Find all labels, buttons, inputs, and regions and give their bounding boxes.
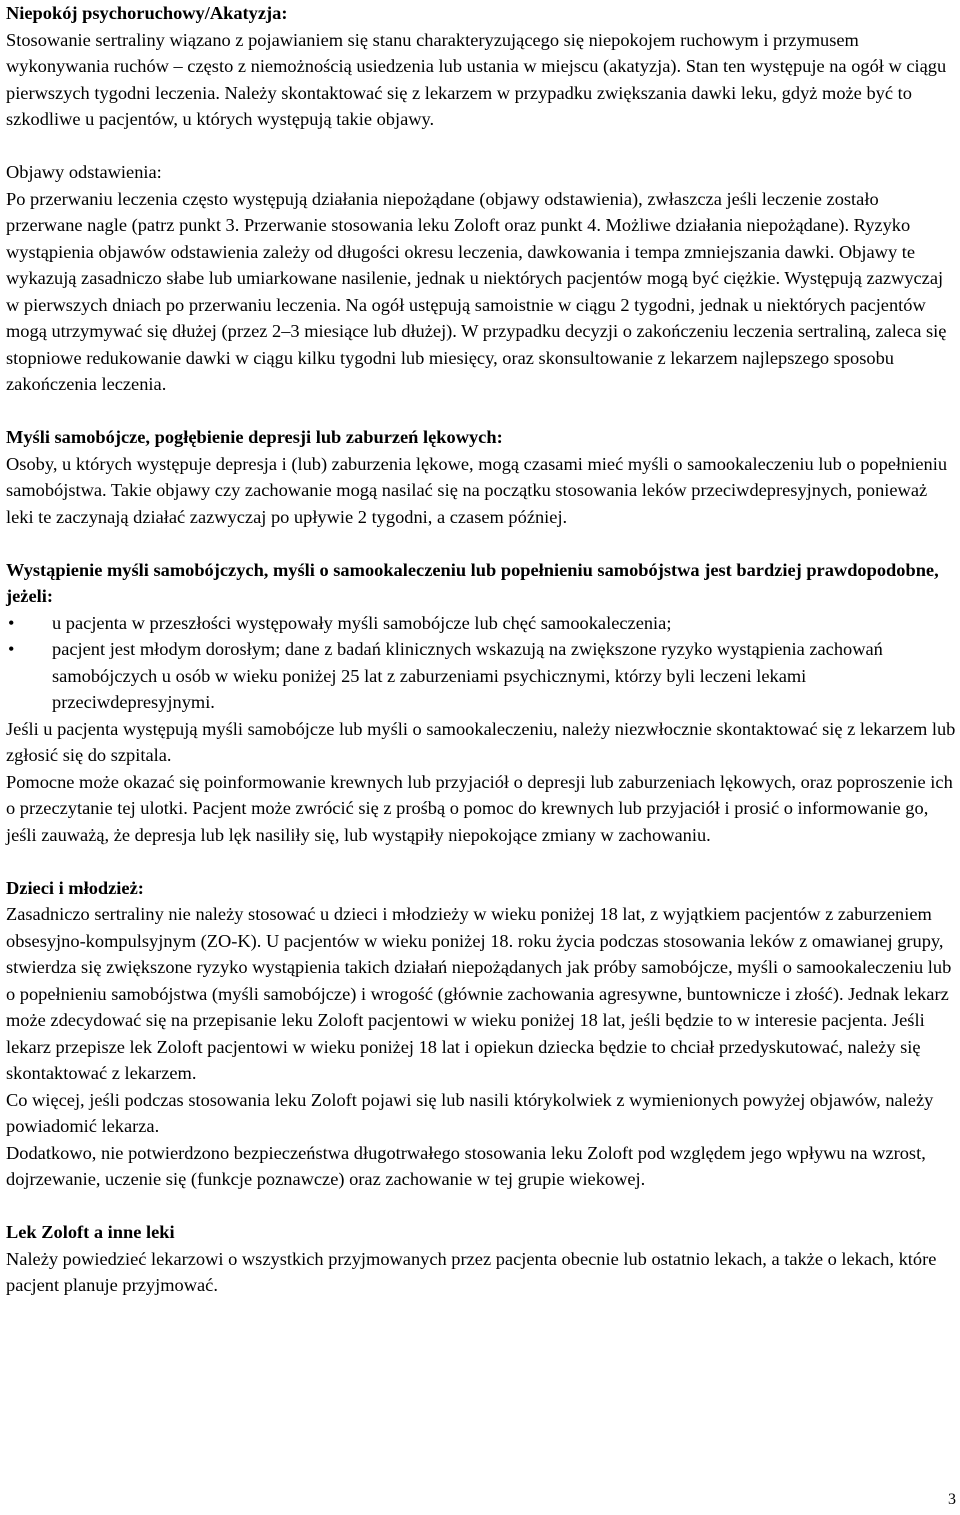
list-item-text: u pacjenta w przeszłości występowały myśli samobójcze lub chęć samookaleczenia; bbox=[52, 612, 672, 633]
spacer bbox=[6, 133, 956, 160]
paragraph-mysli-samobojcze: Osoby, u których występuje depresja i (lub) zaburzenia lękowe, mogą czasami mieć myśli o samookaleczeniu lub o popełnieniu samobójstwa. Takie objawy czy zachowanie mogą nasilać się na początku stosowania leków przeciwdepresyjnych, ponieważ leki te zaczynają działać zazwyczaj po upływie 2 tygodni, a czasem później. bbox=[6, 453, 948, 527]
paragraph-krewni: Pomocne może okazać się poinformowanie krewnych lub przyjaciół o depresji lub zaburzeniach lękowych, oraz poproszenie ich o przeczytanie tej ulotki. Pacjent może zwrócić się z prośbą o pomoc do krewnych lub przyjaciół i prosić o informowanie go, jeśli zauważą, że depresja lub lęk nasiliły się, lub wystąpiły niepokojące zmiany w zachowaniu. bbox=[6, 771, 953, 845]
heading-akatyzja: Niepokój psychoruchowy/Akatyzja: bbox=[6, 3, 288, 23]
paragraph-dzieci-1: Zasadniczo sertraliny nie należy stosować u dzieci i młodzieży w wieku poniżej 18 lat, z wyjątkiem pacjentów z zaburzeniem obsesyjno-kompulsyjnym (ZO-K). U pacjentów w wieku poniżej 18. roku życia podczas stosowania leków z omawianej grupy, stwierdza się zwiększone ryzyko wystąpienia takich działań niepożądanych jak próby samobójcze, myśli o samookaleczeniu lub o popełnieniu samobójstwa (myśli samobójcze) i wrogość (głównie zachowania agresywne, buntownicze i złość). Jednak lekarz może zdecydować się na przepisanie leku Zoloft pacjentowi w wieku poniżej 18 lat, jeśli będzie to w interesie pacjenta. Jeśli lekarz przepisze lek Zoloft pacjentowi w wieku poniżej 18 lat i opiekun dziecka będzie to chciał przedyskutować, należy się skontaktować z lekarzem. bbox=[6, 904, 952, 1083]
paragraph-dzieci-2: Co więcej, jeśli podczas stosowania leku Zoloft pojawi się lub nasili którykolwiek z wymienionych powyżej objawów, należy powiadomić lekarza. bbox=[6, 1089, 934, 1136]
heading-wystapienie: Wystąpienie myśli samobójczych, myśli o samookaleczeniu lub popełnieniu samobójstwa jest bardziej prawdopodobne, jeżeli: bbox=[6, 559, 939, 606]
bullet-icon: • bbox=[8, 639, 15, 659]
heading-objawy-odstawienia: Objawy odstawienia: bbox=[6, 162, 162, 182]
list-item bbox=[6, 636, 956, 716]
risk-list bbox=[6, 610, 956, 716]
heading-dzieci-mlodziez: Dzieci i młodzież: bbox=[6, 877, 144, 898]
spacer bbox=[6, 1193, 956, 1220]
heading-mysli-samobojcze: Myśli samobójcze, pogłębienie depresji lub zaburzeń lękowych: bbox=[6, 427, 503, 447]
paragraph-inne-leki: Należy powiedzieć lekarzowi o wszystkich przyjmowanych przez pacjenta obecnie lub ostatnio lekach, a także o lekach, które pacjent planuje przyjmować. bbox=[6, 1248, 937, 1295]
heading-inne-leki: Lek Zoloft a inne leki bbox=[6, 1222, 175, 1242]
list-item bbox=[6, 610, 956, 637]
spacer bbox=[6, 398, 956, 425]
page-number: 3 bbox=[948, 1490, 956, 1508]
document-page bbox=[6, 0, 956, 1299]
bullet-icon: • bbox=[8, 612, 15, 633]
paragraph-akatyzja: Stosowanie sertraliny wiązano z pojawianiem się stanu charakteryzującego się niepokojem ruchowym i przymusem wykonywania ruchów – często z niemożnością usiedzenia lub ustania w miejscu (akatyzja). Stan ten występuje na ogół w ciągu pierwszych tygodni leczenia. Należy skontaktować się z lekarzem w przypadku zwiększania dawki leku, gdyż może być to szkodliwe u pacjentów, u których występują takie objawy. bbox=[6, 29, 947, 129]
paragraph-objawy-odstawienia: Po przerwaniu leczenia często występują działania niepożądane (objawy odstawienia), zwłaszcza jeśli leczenie zostało przerwane nagle (patrz punkt 3. Przerwanie stosowania leku Zoloft oraz punkt 4. Możliwe działania niepożądane). Ryzyko wystąpienia objawów odstawienia zależy od długości okresu leczenia, dawkowania i tempa zmniejszania dawki. Objawy te wykazują zasadniczo słabe lub umiarkowane nasilenie, jednak u niektórych pacjentów mogą być ciężkie. Występują zazwyczaj w pierwszych dniach po przerwaniu leczenia. Na ogół ustępują samoistnie w ciągu 2 tygodni, jednak u niektórych pacjentów mogą utrzymywać się dłużej (przez 2–3 miesiące lub dłużej). W przypadku decyzji o zakończeniu leczenia sertraliną, zaleca się stopniowe redukowanie dawki w ciągu kilku tygodni lub miesięcy, oraz skonsultowanie z lekarzem najlepszego sposobu zakończenia leczenia. bbox=[6, 188, 947, 394]
spacer bbox=[6, 530, 956, 557]
spacer bbox=[6, 848, 956, 875]
list-item-text: pacjent jest młodym dorosłym; dane z badań klinicznych wskazują na zwiększone ryzyko wystąpienia zachowań samobójczych u osób w wieku poniżej 25 lat z zaburzeniami psychicznymi, którzy byli leczeni lekami przeciwdepresyjnymi. bbox=[52, 639, 883, 712]
paragraph-dzieci-3: Dodatkowo, nie potwierdzono bezpieczeństwa długotrwałego stosowania leku Zoloft pod względem jego wpływu na wzrost, dojrzewanie, uczenie się (funkcje poznawcze) oraz zachowanie w tej grupie wiekowej. bbox=[6, 1142, 926, 1189]
paragraph-kontakt-lekarz: Jeśli u pacjenta występują myśli samobójcze lub myśli o samookaleczeniu, należy niezwłocznie skontaktować się z lekarzem lub zgłosić się do szpitala. bbox=[6, 718, 956, 765]
